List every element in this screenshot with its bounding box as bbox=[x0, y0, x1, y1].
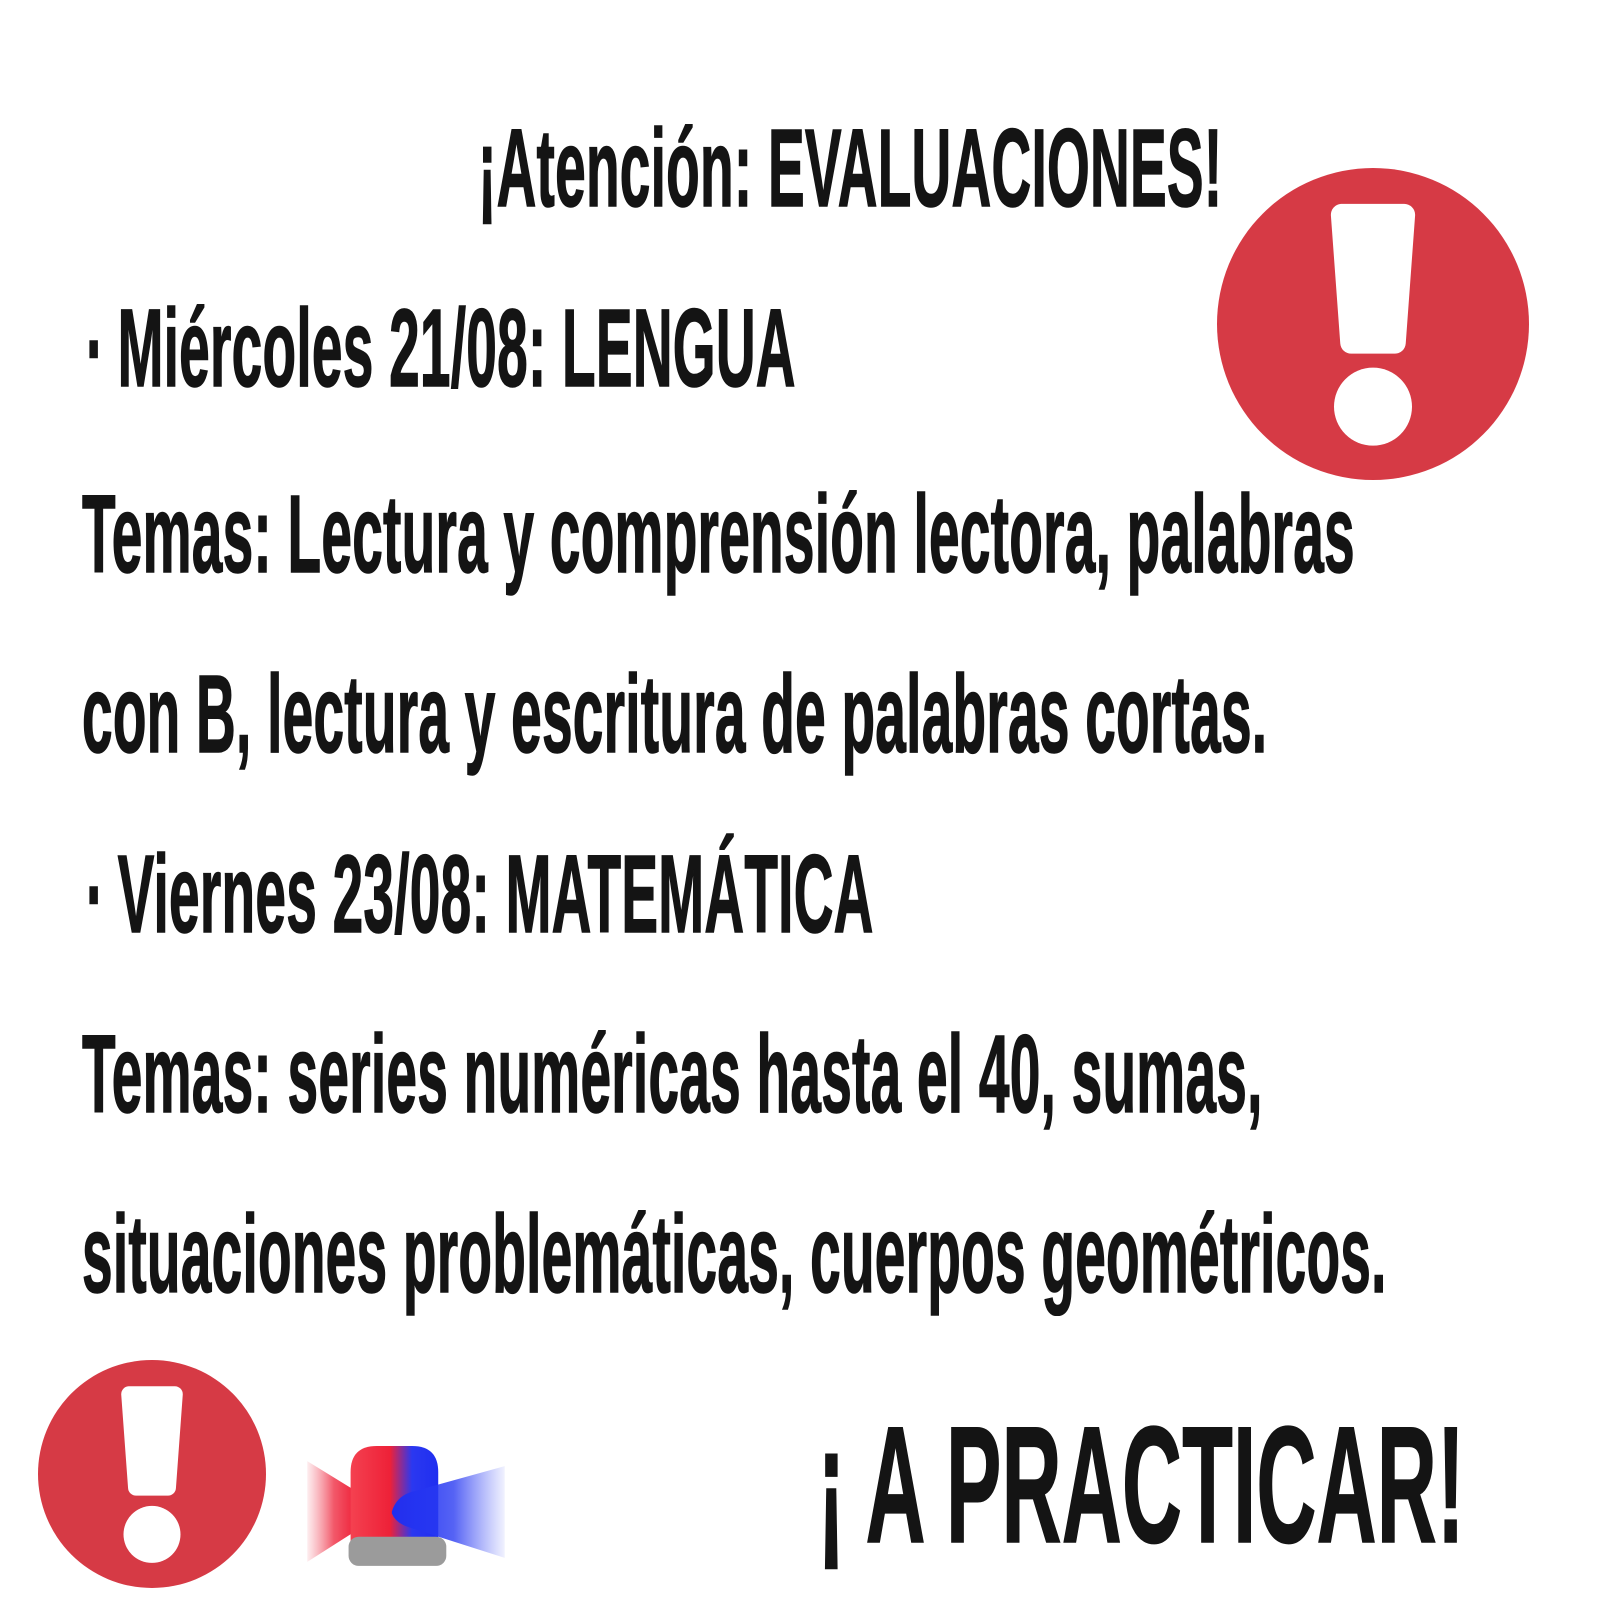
schedule-item-matematica-label: Viernes 23/08: MATEMÁTICA bbox=[117, 833, 874, 956]
lengua-topics-line-2: con B, lectura y escritura de palabras cortas. bbox=[82, 653, 1268, 776]
exclamation-circle-icon bbox=[1217, 168, 1529, 480]
matematica-topics-line-1: Temas: series numéricas hasta el 40, sumas, bbox=[82, 1013, 1263, 1136]
schedule-item-lengua bbox=[86, 287, 796, 410]
schedule-item-matematica bbox=[86, 833, 874, 956]
police-light-siren-icon bbox=[303, 1443, 509, 1579]
lengua-topics-line-1: Temas: Lectura y comprensión lectora, palabras bbox=[82, 473, 1355, 596]
bullet-point: · bbox=[86, 287, 105, 410]
exclamation-circle-icon bbox=[38, 1360, 266, 1588]
schedule-item-lengua-label: Miércoles 21/08: LENGUA bbox=[117, 287, 796, 410]
matematica-topics-line-2: situaciones problemáticas, cuerpos geométricos. bbox=[82, 1193, 1387, 1316]
call-to-action: ¡ A PRACTICAR! bbox=[817, 1393, 1465, 1578]
page-title: ¡Atención: EVALUACIONES! bbox=[478, 107, 1223, 230]
bullet-point: · bbox=[86, 833, 105, 956]
